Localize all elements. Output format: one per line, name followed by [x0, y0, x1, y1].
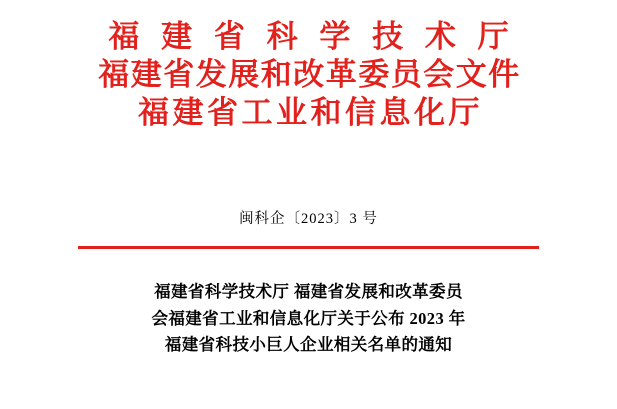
title-line-2: 会福建省工业和信息化厅关于公布 2023 年: [151, 308, 466, 328]
masthead: [0, 0, 617, 131]
masthead-line-2: 福建省发展和改革委员会文件: [98, 56, 521, 92]
masthead-line-3: 福建省工业和信息化厅: [138, 94, 483, 130]
title-line-3: 福建省科技小巨人企业相关名单的通知: [164, 335, 453, 355]
masthead-line-1: 福 建 省 科 学 技 术 厅: [108, 19, 516, 54]
red-separator-rule: [78, 246, 539, 249]
document-number: 闽科企〔2023〕3 号: [239, 211, 378, 228]
document-title: [0, 279, 617, 359]
title-line-1: 福建省科学技术厅 福建省发展和改革委员: [154, 281, 463, 301]
